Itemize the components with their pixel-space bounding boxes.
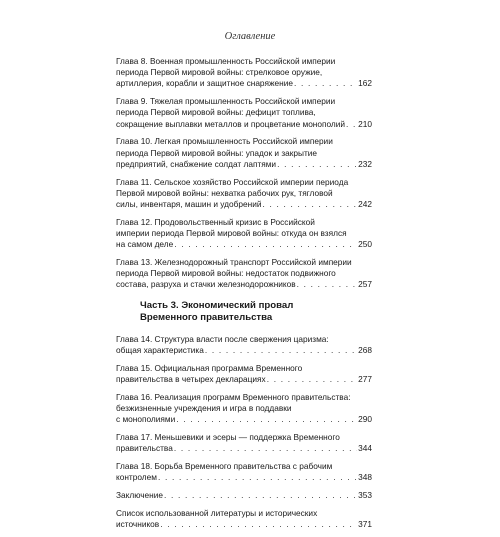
dot-leader bbox=[262, 199, 357, 210]
page-number: 250 bbox=[358, 239, 372, 250]
toc-entry-line: Глава 10. Легкая промышленность Российской империи bbox=[116, 136, 333, 147]
toc-entry-line: Глава 11. Сельское хозяйство Российской империи периода bbox=[116, 176, 349, 187]
dot-leader bbox=[174, 443, 357, 454]
toc-entry[interactable] bbox=[116, 461, 372, 483]
toc-entry-last-line bbox=[116, 345, 372, 356]
toc-entry-line: безжизненные учреждения и игра в поддавки bbox=[116, 403, 292, 414]
toc-entry-line: общая характеристика bbox=[116, 345, 204, 356]
toc-entry[interactable] bbox=[116, 217, 372, 251]
toc-entry-line: правительства в четырех декларациях bbox=[116, 374, 266, 385]
toc-entry-last-line bbox=[116, 414, 372, 425]
toc-entry-line: периода Первой мировой войны: упадок и закрытие bbox=[116, 147, 318, 158]
toc-entry-last-line bbox=[116, 443, 372, 454]
toc-entry-line: контролем bbox=[116, 472, 157, 483]
page-number: 232 bbox=[358, 158, 372, 169]
page-number: 353 bbox=[358, 490, 372, 501]
toc-entry[interactable] bbox=[116, 96, 372, 130]
page-number: 242 bbox=[358, 199, 372, 210]
toc-entry[interactable] bbox=[116, 136, 372, 170]
page-number: 290 bbox=[358, 414, 372, 425]
part-heading bbox=[140, 300, 372, 325]
page-number: 344 bbox=[358, 443, 372, 454]
dot-leader bbox=[297, 279, 358, 290]
toc-entry-line: состава, разруха и стачки железнодорожников bbox=[116, 279, 296, 290]
toc-entry[interactable] bbox=[116, 508, 372, 530]
toc-entry-last-line bbox=[116, 239, 372, 250]
toc-entry-line: Первой мировой войны: нехватка рабочих рук, тягловой bbox=[116, 187, 333, 198]
part-heading-line: Часть 3. Экономический провал bbox=[140, 299, 294, 311]
toc-entry-line: Глава 18. Борьба Временного правительства с рабочим bbox=[116, 461, 333, 472]
toc-entry-line: Глава 16. Реализация программ Временного правительства: bbox=[116, 391, 351, 402]
running-head-title: Оглавление bbox=[224, 31, 276, 42]
toc-entry-last-line bbox=[116, 374, 372, 385]
toc-entry-line: на самом деле bbox=[116, 239, 174, 250]
toc-entry-last-line bbox=[116, 472, 372, 483]
toc-entry[interactable] bbox=[116, 177, 372, 211]
dot-leader bbox=[267, 374, 357, 385]
toc-entry[interactable] bbox=[116, 257, 372, 291]
dot-leader bbox=[174, 239, 357, 250]
toc-entry[interactable] bbox=[116, 432, 372, 454]
toc-entry-last-line bbox=[116, 519, 372, 530]
dot-leader bbox=[160, 519, 357, 530]
page-number: 257 bbox=[358, 279, 372, 290]
toc-entry-line: империи периода Первой мировой войны: откуда он взялся bbox=[116, 228, 347, 239]
toc-entry-line: Заключение bbox=[116, 490, 163, 501]
toc-entry-line: сокращение выплавки металлов и процветание монополий bbox=[116, 118, 346, 129]
toc-entry-last-line bbox=[116, 199, 372, 210]
toc-entry-line: Глава 8. Военная промышленность Российской империи bbox=[116, 56, 336, 66]
toc-entry-line: Глава 12. Продовольственный кризис в Российской bbox=[116, 216, 315, 227]
dot-leader bbox=[277, 159, 357, 170]
dot-leader bbox=[205, 345, 357, 356]
toc-entry-line: периода Первой мировой войны: дефицит топлива, bbox=[116, 107, 316, 118]
dot-leader bbox=[294, 78, 357, 89]
toc-entry-last-line bbox=[116, 78, 372, 89]
toc-entry-last-line bbox=[116, 159, 372, 170]
dot-leader bbox=[176, 414, 357, 425]
dot-leader bbox=[346, 119, 357, 130]
toc-entry-line: периода Первой мировой войны: стрелковое оружие, bbox=[116, 67, 323, 78]
toc-group-part2 bbox=[116, 56, 372, 291]
page-number: 162 bbox=[358, 78, 372, 89]
toc-entry-line: источников bbox=[116, 519, 160, 530]
page-number: 268 bbox=[358, 345, 372, 356]
dot-leader bbox=[158, 472, 357, 483]
toc-entry-line: Глава 17. Меньшевики и эсеры — поддержка Временного bbox=[116, 432, 340, 443]
toc-entry[interactable] bbox=[116, 56, 372, 90]
page-number: 210 bbox=[358, 118, 372, 129]
toc-entry-line: силы, инвентаря, машин и удобрений bbox=[116, 199, 262, 210]
toc-entry[interactable] bbox=[116, 363, 372, 385]
toc-entry-line: правительства bbox=[116, 443, 173, 454]
page-number: 371 bbox=[358, 519, 372, 530]
table-of-contents bbox=[116, 56, 372, 537]
toc-entry-line: Список использованной литературы и исторических bbox=[116, 507, 318, 518]
toc-entry-line: предприятий, снабжение солдат лаптями bbox=[116, 158, 277, 169]
toc-entry-line: Глава 9. Тяжелая промышленность Российской империи bbox=[116, 96, 336, 107]
toc-entry-last-line bbox=[116, 279, 372, 290]
toc-entry-line: Глава 13. Железнодорожный транспорт Российской империи bbox=[116, 257, 352, 268]
toc-entry-line: Глава 15. Официальная программа Временного bbox=[116, 362, 303, 373]
page-number: 348 bbox=[358, 472, 372, 483]
toc-group-part3 bbox=[116, 334, 372, 530]
toc-entry[interactable] bbox=[116, 392, 372, 426]
toc-entry-last-line bbox=[116, 119, 372, 130]
part-heading-line: Временного правительства bbox=[140, 312, 273, 324]
toc-entry-line: периода Первой мировой войны: недостаток подвижного bbox=[116, 268, 336, 279]
toc-entry[interactable] bbox=[116, 334, 372, 356]
toc-entry-line: артиллерия, корабли и защитное снаряжение bbox=[116, 78, 293, 89]
toc-entry-line: с монополиями bbox=[116, 414, 176, 425]
toc-entry-line: Глава 14. Структура власти после свержения царизма: bbox=[116, 333, 329, 344]
page-number: 277 bbox=[358, 374, 372, 385]
